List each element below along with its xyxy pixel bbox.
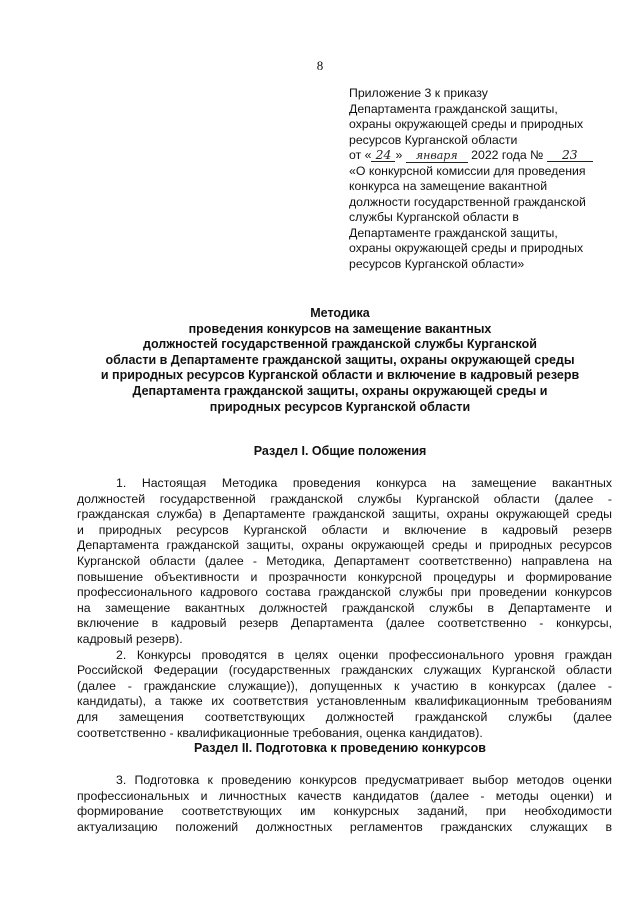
section-heading: Раздел I. Общие положения: [253, 444, 427, 458]
paragraph-3: [77, 773, 612, 835]
page-number: 8: [316, 58, 324, 73]
title-line: проведения конкурсов на замещение вакантных: [188, 321, 492, 336]
title-line: области в Департаменте гражданской защиты, охраны окружающей среды: [105, 352, 575, 367]
appendix-line: Приложение 3 к приказу: [349, 86, 488, 100]
paragraph-line: 3. Подготовка к проведению конкурсов предусматривает выбор методов оценки: [116, 773, 612, 787]
paragraph-line: гражданская служба) в Департаменте гражданской защиты, охраны окружающей среды: [77, 507, 612, 522]
paragraph-line: формирование соответствующих им конкурсных заданий, при необходимости: [77, 804, 612, 819]
appendix-line: службы Курганской области в: [349, 210, 519, 224]
appendix-line: Департамента гражданской защиты,: [349, 101, 558, 116]
paragraph-1: [77, 476, 612, 741]
appendix-line: «О конкурсной комиссии для проведения: [349, 163, 586, 178]
paragraph-line: должностей государственной гражданской службы Курганской области (далее -: [77, 491, 612, 506]
paragraph-line: Российской Федерации (государственных гражданских служащих Курганской области: [77, 663, 612, 678]
title-line: должностей государственной гражданской службы Курганской: [143, 337, 537, 352]
paragraph-line: соответственно - квалификационные требования, оценка кандидатов).: [77, 725, 483, 740]
handwritten-order-number: 23: [547, 149, 593, 162]
appendix-line: Департаменте гражданской защиты,: [349, 225, 558, 240]
paragraph-line: для замещения соответствующих должностей гражданской службы (далее: [77, 709, 612, 724]
handwritten-day: 24: [371, 149, 395, 162]
paragraph-line: (далее - гражданские служащие)), допущенных к участию в конкурсах (далее -: [77, 678, 612, 693]
appendix-line: ресурсов Курганской области: [349, 132, 518, 147]
paragraph-line: и природных ресурсов Курганской области и включение в кадровый резерв: [77, 522, 612, 537]
appendix-line: конкурса на замещение вакантной: [349, 179, 548, 193]
handwritten-month: января: [406, 150, 468, 163]
document-title: [60, 306, 620, 415]
title-line: Методика: [310, 306, 370, 320]
paragraph-line: на замещение вакантных должностей гражданской службы в Департаменте и: [77, 600, 612, 615]
paragraph-line: профессиональных и личностных качеств кандидатов (далее - методы оценки) и: [77, 788, 612, 803]
paragraph-line: 1. Настоящая Методика проведения конкурса на замещение вакантных: [116, 476, 612, 490]
title-line: Департамента гражданской защиты, охраны окружающей среды и: [132, 383, 548, 398]
paragraph-line: Департамента гражданской защиты, охраны окружающей среды и природных ресурсов: [77, 538, 612, 553]
paragraph-line: включение в кадровый резерв Департамента (далее соответственно - конкурсы,: [77, 616, 612, 631]
paragraph-line: кадровый резерв).: [77, 631, 183, 646]
paragraph-line: кандидаты), а также их соответствия установленным квалификационным требованиям: [77, 694, 612, 709]
paragraph-line: актуализацию положений должностных регламентов гражданских служащих в: [77, 819, 612, 834]
paragraph-line: 2. Конкурсы проводятся в целях оценки профессионального уровня граждан: [116, 647, 612, 662]
appendix-line: ресурсов Курганской области»: [349, 256, 525, 271]
date-mid: »: [395, 148, 403, 162]
appendix-line: охраны окружающей среды и природных: [349, 117, 584, 131]
title-line: и природных ресурсов Курганской области и включение в кадровый резерв: [100, 368, 580, 383]
appendix-line: охраны окружающей среды и природных: [349, 241, 584, 255]
title-line: природных ресурсов Курганской области: [209, 399, 471, 414]
paragraph-line: повышение объективности и прозрачности конкурсной процедуры и формирование: [77, 569, 612, 584]
date-year: 2022 года №: [471, 148, 544, 162]
date-prefix: от «: [349, 148, 372, 162]
appendix-date-line: [349, 148, 611, 164]
paragraph-line: профессионального кадрового состава гражданской службы при проведении конкурсов: [77, 585, 612, 600]
appendix-block: [349, 86, 611, 272]
paragraph-line: Курганской области (далее - Методика, Департамент соответственно) направлена на: [77, 553, 612, 568]
section-heading: Раздел II. Подготовка к проведению конкурсов: [194, 741, 486, 755]
appendix-line: должности государственной гражданской: [349, 194, 586, 209]
